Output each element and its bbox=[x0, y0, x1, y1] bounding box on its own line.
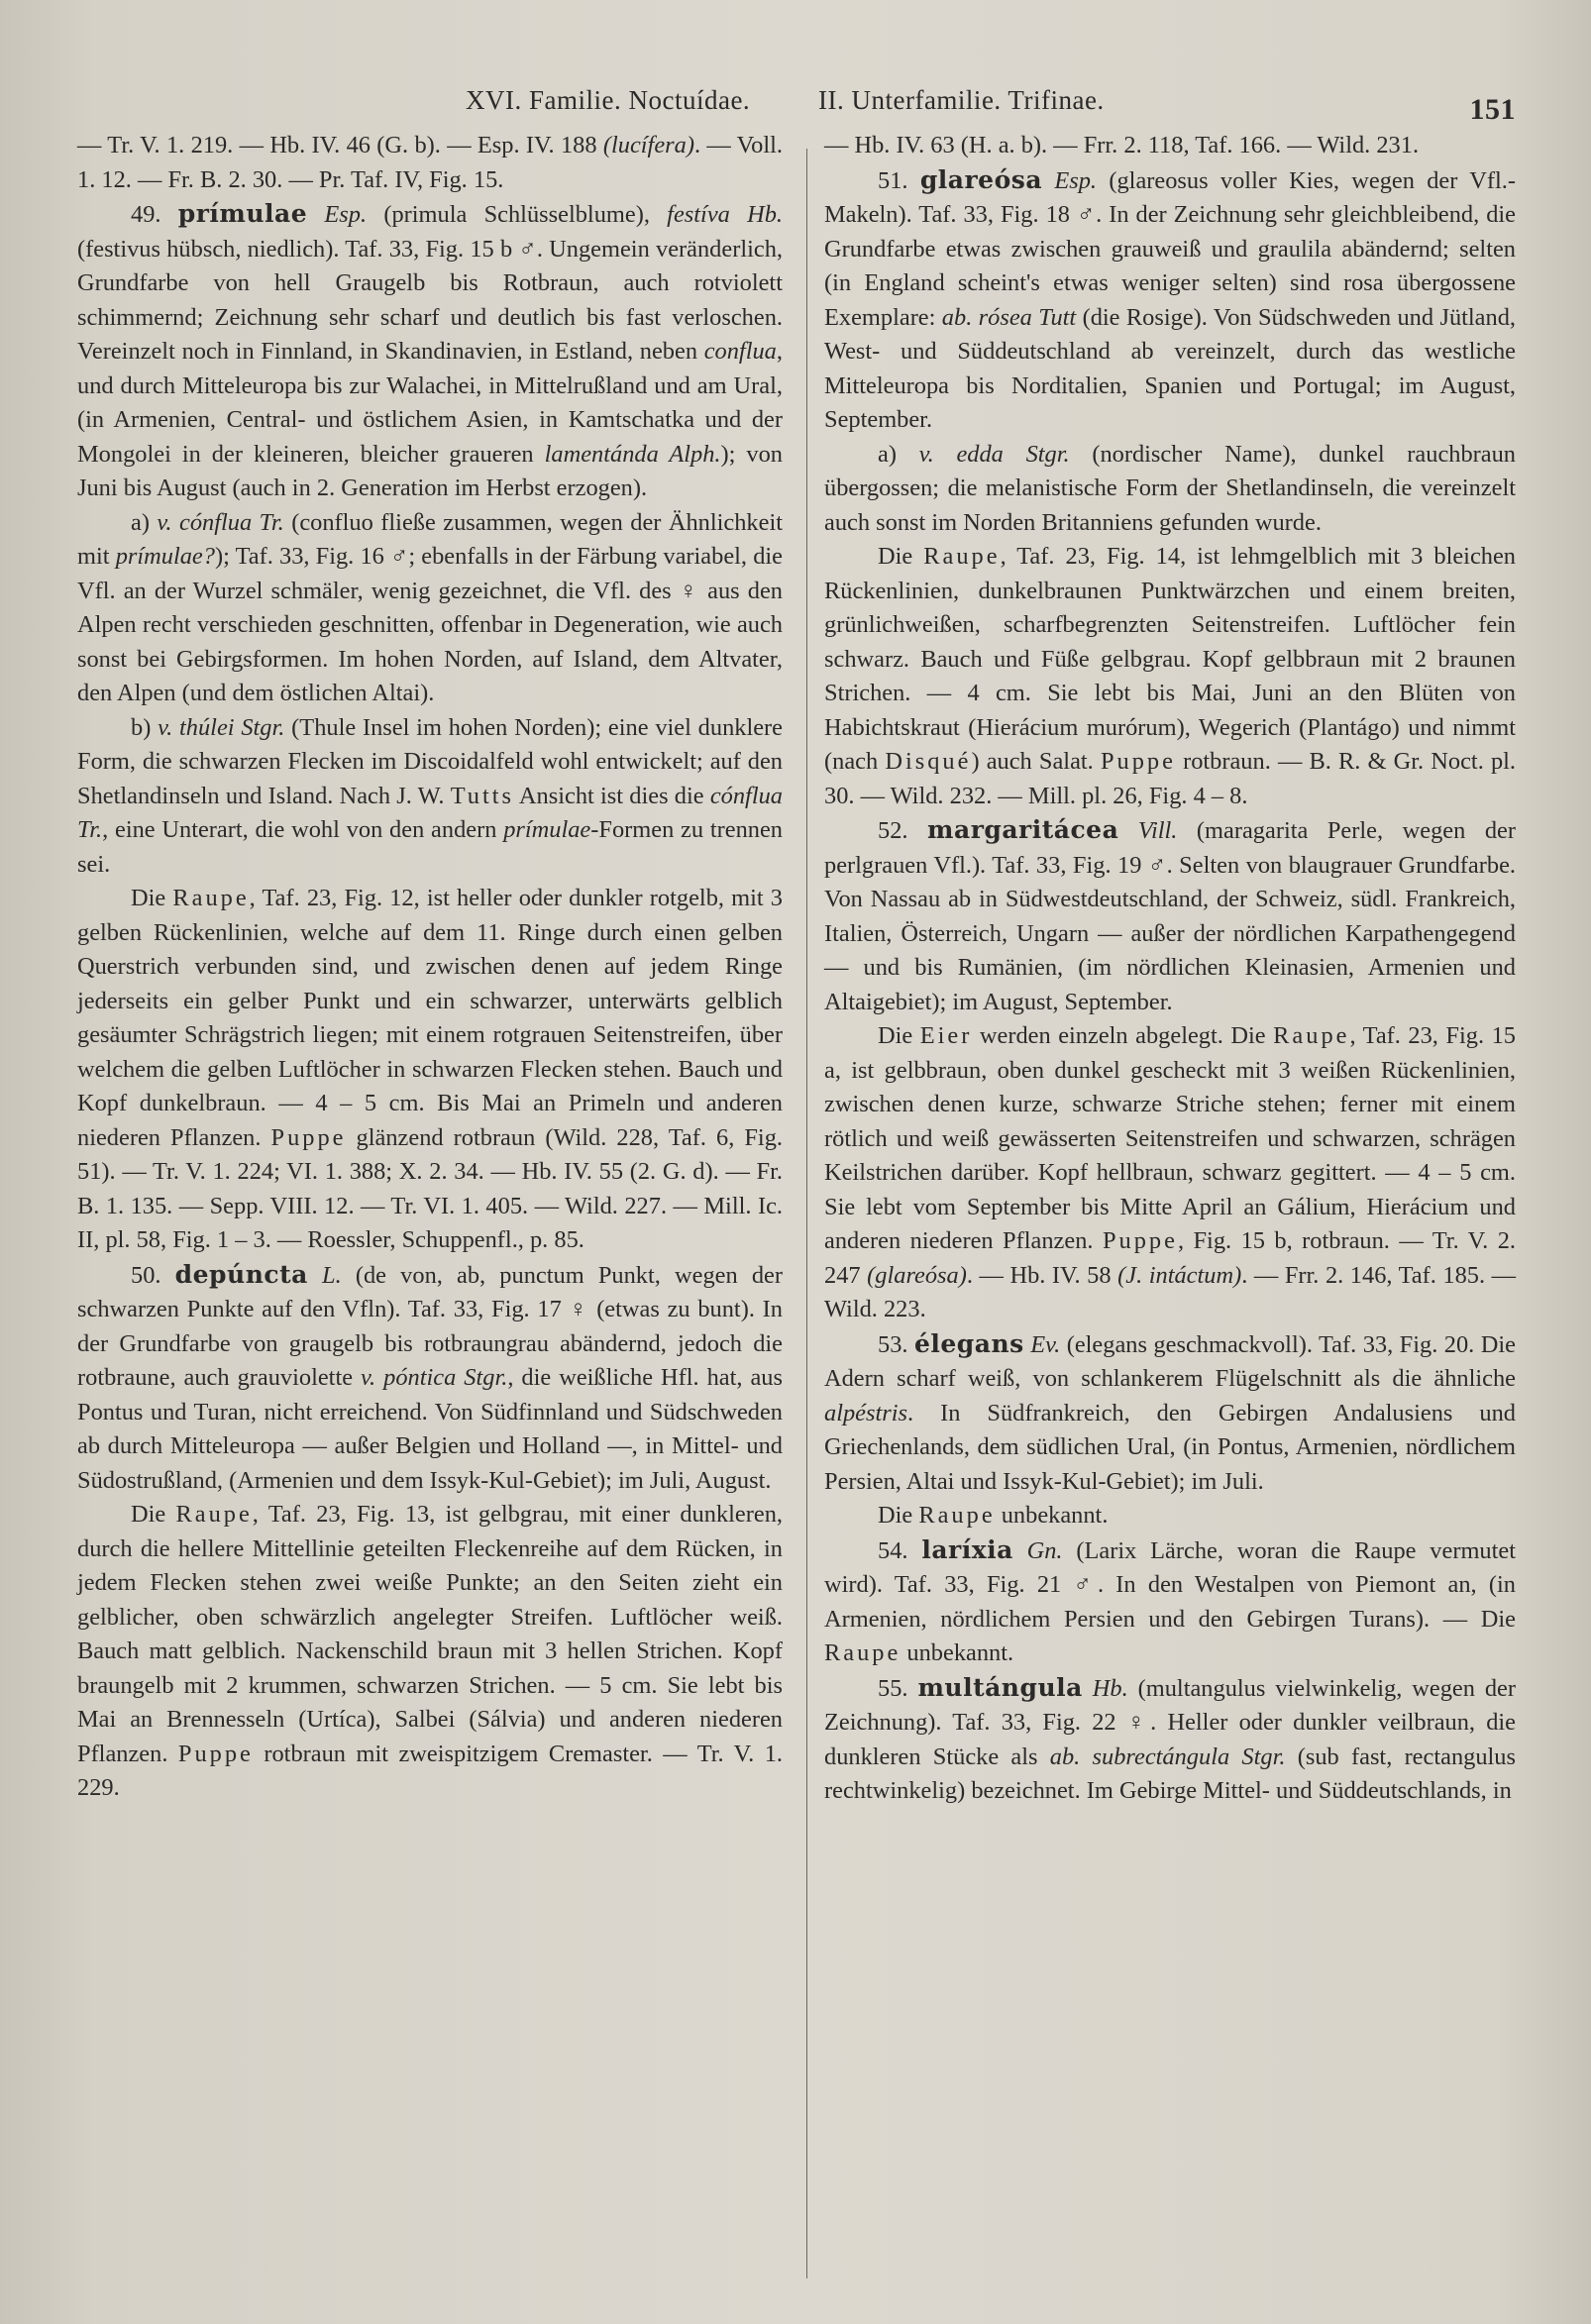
text-run: (multangulus vielwinkelig, wegen der Zeichnung). Taf. 33, Fig. 22 ♀. Heller oder dunkler veilbraun, die dunkleren Stücke als bbox=[824, 1674, 1516, 1770]
running-header bbox=[466, 85, 1516, 125]
text-run: Raupe bbox=[172, 885, 250, 911]
left-text-column bbox=[77, 129, 783, 1806]
text-run: rotbraun. — B. R. & Gr. Noct. pl. 30. — Wild. 232. — Mill. pl. 26, Fig. 4 – 8. bbox=[824, 748, 1517, 809]
paragraph bbox=[824, 129, 1516, 163]
text-run: rotbraun mit zweispitzigem Cremaster. — Tr. V. 1. 229. bbox=[77, 1740, 783, 1801]
text-run: Puppe bbox=[270, 1123, 347, 1151]
text-run: ); Taf. 33, Fig. 16 ♂; ebenfalls in der Färbung variabel, die Vfl. an der Wurzel schmäler, wenig gezeichnet, die Vfl. des ♀ aus den Alpen recht verschieden geschnitten, offenbar in Degeneration, wie auch sonst bei Gebirgsformen. Im hohen Norden, auf Island, dem Altvater, den Alpen (und dem östlichen Altai). bbox=[77, 543, 783, 706]
species-name: glareósa bbox=[919, 164, 1043, 194]
text-run: 52. bbox=[878, 817, 928, 844]
text-run: , Taf. 23, Fig. 14, ist lehmgelblich mit 3 bleichen Rückenlinien, dunkelbraunen Punktwärzchen und einem breiten, grünlichweißen, scharfbegrenzten Seitenstreifen. Luftlöcher fein schwarz. Bauch und Füße gelbgrau. Kopf gelbbraun mit 2 braunen Strichen. — 4 cm. Sie lebt bis Mai, Juni an den Blüten von Habichtskraut (Hierácium murórum), Wegerich (Plantágo) und nimmt (nach bbox=[824, 543, 1516, 775]
paragraph bbox=[824, 540, 1516, 813]
text-run: 54. bbox=[878, 1536, 922, 1564]
paragraph bbox=[824, 438, 1516, 541]
paragraph bbox=[77, 882, 783, 1258]
header-family: XVI. Familie. Noctuídae. bbox=[466, 85, 751, 115]
text-run: Die bbox=[878, 1022, 920, 1049]
species-name: élegans bbox=[913, 1328, 1024, 1358]
italic-text: ab. rósea Tutt bbox=[941, 303, 1077, 331]
text-run: Puppe bbox=[177, 1740, 254, 1767]
text-run: Die bbox=[131, 885, 173, 911]
text-run: (festivus hübsch, niedlich). Taf. 33, Fig. 15 b ♂. Ungemein veränderlich, Grundfarbe von hell Graugelb bis Rotbraun, auch rotviolett schimmernd; Zeichnung sehr scharf und deutlich bis fast verloschen. Vereinzelt noch in Finnland, in Skandinavien, in Estland, neben bbox=[77, 235, 783, 365]
text-run: 51. bbox=[878, 166, 920, 194]
paragraph bbox=[824, 163, 1516, 438]
text-run: — Hb. IV. 63 (H. a. b). — Frr. 2. 118, Taf. 166. — Wild. 231. bbox=[824, 132, 1420, 158]
text-run: Die bbox=[131, 1501, 176, 1528]
text-run: , Taf. 23, Fig. 12, ist heller oder dunkler rotgelb, mit 3 gelben Rückenlinien, welche auf dem 11. Ringe durch einen gelben Querstrich verbunden sind, und zwischen denen auf jedem Ringe jederseits ein gelber Punkt und ein schwarzer, unterwärts gelblich gesäumter Schrägstrich liegen; mit einem rotgrauen Seitenstreifen, über welchem die gelben Luftlöcher in schwarzen Flecken stehen. Bauch und Kopf dunkelbraun. — 4 – 5 cm. Bis Mai an Primeln und anderen niederen Pflanzen. bbox=[77, 885, 783, 1151]
text-run: , Taf. 23, Fig. 15 a, ist gelbbraun, oben dunkel gescheckt mit 3 weißen Rückenlinien, zwischen denen kurze, schwarze Striche stehen; ferner mit einem rötlich und weiß gewässerten Seitenstreifen und schwarzen, schrägen Keilstrichen darüber. Kopf hellbraun, schwarz gegittert. — 4 – 5 cm. Sie lebt vom September bis Mitte April an Gálium, Hierácium und anderen niederen Pflanzen. bbox=[824, 1022, 1516, 1254]
paragraph bbox=[824, 813, 1516, 1019]
text-run: unbekannt. bbox=[901, 1639, 1014, 1666]
italic-text: (lucífera) bbox=[602, 132, 694, 158]
italic-text: prímulae bbox=[503, 816, 591, 843]
species-name: margaritácea bbox=[927, 815, 1119, 844]
paragraph bbox=[77, 1498, 783, 1806]
species-name: prímulae bbox=[177, 199, 308, 228]
text-run: Puppe bbox=[1100, 748, 1176, 775]
italic-text: (glareósa) bbox=[867, 1261, 967, 1289]
italic-text: ab. subrectángula Stgr. bbox=[1049, 1743, 1286, 1770]
italic-text: L. bbox=[322, 1261, 342, 1289]
paragraph bbox=[77, 711, 783, 883]
text-run: (primula Schlüsselblume), bbox=[367, 201, 668, 228]
text-run: Raupe bbox=[918, 1502, 996, 1529]
text-run: unbekannt. bbox=[995, 1502, 1109, 1529]
page-number: 151 bbox=[1469, 93, 1516, 126]
text-run: Ansicht ist dies die bbox=[514, 782, 710, 809]
text-run: , die weißliche Hfl. hat, aus Pontus und Turan, nicht erreichend. Von Südfinnland und Südschweden ab durch Mitteleuropa — außer Belgien und Holland —, in Mittel- und Südostrußland, (Armenien und dem Issyk-Kul-Gebiet); im Juli, August. bbox=[77, 1364, 783, 1494]
paragraph bbox=[77, 506, 783, 711]
italic-text: (J. intáctum) bbox=[1117, 1261, 1242, 1289]
text-run: . — Hb. IV. 58 bbox=[966, 1261, 1118, 1289]
italic-text: v. edda Stgr. bbox=[918, 440, 1070, 468]
italic-text: v. póntica Stgr. bbox=[361, 1364, 508, 1391]
italic-text: cónflua Tr. bbox=[77, 782, 783, 843]
text-run: 55. bbox=[878, 1674, 918, 1702]
paragraph bbox=[824, 1327, 1516, 1500]
text-run: (de von, ab, punctum Punkt, wegen der schwarzen Punkte auf den Vfln). Taf. 33, Fig. 17 ♀ (etwas zu bunt). In der Grundfarbe von graugelb bis rotbraungrau abändernd, jedoch die rotbraune, auch grauviolette bbox=[77, 1261, 783, 1391]
text-run: (die Rosige). Von Südschweden und Jütland, West- und Süddeutschland ab vereinzelt, durch das westliche Mitteleuropa bis Norditalien, Spanien und Portugal; im August, September. bbox=[824, 303, 1517, 433]
italic-text: v. thúlei Stgr. bbox=[158, 713, 285, 741]
italic-text: Esp. bbox=[324, 201, 368, 228]
text-run: (elegans geschmackvoll). Taf. 33, Fig. 20. Die Adern scharf weiß, von schlankerem Flügelschnitt als die ähnliche bbox=[824, 1330, 1516, 1392]
paragraph bbox=[77, 197, 783, 506]
species-name: depúncta bbox=[174, 1259, 308, 1289]
text-run: b) bbox=[131, 713, 159, 741]
text-run: (confluo fließe zusammen, wegen der Ähnlichkeit mit bbox=[77, 508, 784, 570]
text-run: Disqué bbox=[885, 748, 972, 775]
italic-text: conflua bbox=[703, 338, 777, 365]
text-run: . — Voll. 1. 12. — Fr. B. 2. 30. — Pr. Taf. IV, Fig. 15. bbox=[77, 132, 783, 193]
text-run: , Taf. 23, Fig. 13, ist gelbgrau, mit einer dunkleren, durch die hellere Mittellinie geteilten Fleckenreihe auf dem Rücken, in jedem Flecken stehen zwei weiße Punkte; an den Seiten zieht ein gelblicher, oben schwärzlich angelegter Streifen. Luftlöcher weiß. Bauch matt gelblich. Nackenschild braun mit 3 hellen Strichen. Kopf braungelb mit 2 krummen, schwarzen Strichen. — 5 cm. Sie lebt bis Mai an Brennesseln (Urtíca), Salbei (Sálvia) und anderen niederen Pflanzen. bbox=[77, 1501, 783, 1767]
text-run: (Larix Lärche, woran die Raupe vermutet wird). Taf. 33, Fig. 21 ♂. In den Westalpen von Piemont an, (in Armenien, nördlichem Persien und den Gebirgen Turans). — Die bbox=[824, 1536, 1516, 1633]
text-run: Raupe bbox=[175, 1501, 253, 1528]
text-run: . — Frr. 2. 146, Taf. 185. — Wild. 223. bbox=[824, 1261, 1517, 1322]
text-run: 49. bbox=[131, 201, 178, 228]
right-text-column bbox=[824, 129, 1516, 1809]
text-run: 50. bbox=[131, 1261, 175, 1289]
text-run: glänzend rotbraun (Wild. 228, Taf. 6, Fig. 51). — Tr. V. 1. 224; VI. 1. 388; X. 2. 34. — Hb. IV. 55 (2. G. d). — Fr. B. 1. 135. — Sepp. VIII. 12. — Tr. VI. 1. 405. — Wild. 227. — Mill. Ic. II, pl. 58, Fig. 1 – 3. — Roessler, Schuppenfl., p. 85. bbox=[77, 1123, 783, 1253]
text-run bbox=[307, 201, 324, 228]
species-name: laríxia bbox=[921, 1534, 1013, 1564]
header-subfamily: II. Unterfamilie. Trifinae. bbox=[818, 85, 1105, 115]
text-run bbox=[1083, 1675, 1093, 1702]
column-divider bbox=[806, 149, 807, 2278]
italic-text: v. cónflua Tr. bbox=[157, 508, 284, 536]
paragraph bbox=[824, 1671, 1516, 1809]
text-run bbox=[1042, 167, 1054, 194]
text-run: Raupe bbox=[824, 1639, 902, 1666]
text-run: , eine Unterart, die wohl von den andern bbox=[102, 816, 504, 843]
italic-text: alpéstris bbox=[824, 1399, 908, 1426]
text-run: (nordischer Name), dunkel rauchbraun übergossen; die melanistische Form der Shetlandinseln, die vereinzelt auch sonst im Norden Britanniens gefunden wurde. bbox=[824, 440, 1517, 536]
text-run: Raupe bbox=[1273, 1022, 1350, 1049]
species-name: multángula bbox=[917, 1672, 1083, 1702]
text-run: (sub fast, rectangulus rechtwinkelig) bezeichnet. Im Gebirge Mittel- und Süddeutschlands, in bbox=[824, 1743, 1516, 1804]
italic-text: Ev. bbox=[1030, 1330, 1061, 1358]
text-run: -Formen zu trennen sei. bbox=[77, 816, 783, 878]
text-run bbox=[308, 1262, 322, 1289]
italic-text: Esp. bbox=[1054, 166, 1098, 194]
text-run: (glareosus voller Kies, wegen der Vfl.-Makeln). Taf. 33, Fig. 18 ♂. In der Zeichnung sehr gleichbleibend, die Grundfarbe etwas zwischen grauweiß und graulila abändernd; selten (in England scheint's etwas weniger selten) sind rosa übergossene Exemplare: bbox=[824, 166, 1516, 331]
italic-text: lamentánda Alph. bbox=[544, 440, 721, 468]
paragraph bbox=[824, 1019, 1516, 1327]
text-run: Puppe bbox=[1102, 1227, 1178, 1254]
italic-text: Gn. bbox=[1026, 1536, 1063, 1564]
text-run: , und durch Mitteleuropa bis zur Walachei, in Mittelrußland und am Ural, (in Armenien, Central- und östlichem Asien, in Kamtschatka und der Mongolei in der kleineren, bleicher graueren bbox=[77, 338, 783, 468]
text-run: a) bbox=[878, 440, 919, 468]
text-run: Raupe bbox=[923, 543, 1001, 570]
italic-text: Hb. bbox=[1092, 1674, 1128, 1702]
text-run: ) auch Salat. bbox=[971, 748, 1101, 775]
text-run: (Thule Insel im hohen Norden); eine viel dunklere Form, die schwarzen Flecken im Discoidalfeld wohl entwickelt; auf den Shetlandinseln und Island. Nach J. W. bbox=[77, 713, 784, 809]
paragraph bbox=[824, 1499, 1516, 1533]
paragraph bbox=[77, 1258, 783, 1499]
italic-text: festíva Hb. bbox=[667, 201, 783, 228]
paragraph bbox=[824, 1533, 1516, 1671]
text-run: . In Südfrankreich, den Gebirgen Andalusiens und Griechenlands, dem südlichen Ural, (in Pontus, Armenien, nördlichem Persien, Altai und Issyk-Kul-Gebiet); im Juli. bbox=[824, 1399, 1516, 1495]
text-run: , Fig. 15 b, rotbraun. — Tr. V. 2. 247 bbox=[824, 1227, 1516, 1289]
text-run: 53. bbox=[878, 1330, 914, 1358]
text-run: Die bbox=[878, 543, 924, 570]
text-run bbox=[1118, 817, 1138, 844]
text-run: werden einzeln abgelegt. Die bbox=[972, 1022, 1274, 1049]
italic-text: prímulae? bbox=[115, 543, 215, 570]
text-run: Eier bbox=[919, 1022, 973, 1049]
text-run: ); von Juni bis August (auch in 2. Generation im Herbst erzogen). bbox=[77, 440, 783, 501]
text-run: (maragarita Perle, wegen der perlgrauen Vfl.). Taf. 33, Fig. 19 ♂. Selten von blaugrauer Grundfarbe. Von Nassau ab in Südwestdeutschland, der Schweiz, südl. Frankreich, Italien, Österreich, Ungarn — außer der nördlichen Karpathengegend — und bis Rumänien, (im nördlichen Kleinasien, Armenien und Altaigebiet); im August, September. bbox=[824, 817, 1516, 1015]
paragraph bbox=[77, 129, 783, 197]
text-run: Die bbox=[878, 1502, 919, 1529]
text-run: a) bbox=[131, 508, 158, 536]
text-run bbox=[1013, 1537, 1027, 1564]
text-run: — Tr. V. 1. 219. — Hb. IV. 46 (G. b). — Esp. IV. 188 bbox=[77, 132, 603, 158]
italic-text: Vill. bbox=[1137, 817, 1178, 844]
text-run: Tutts bbox=[450, 782, 515, 809]
